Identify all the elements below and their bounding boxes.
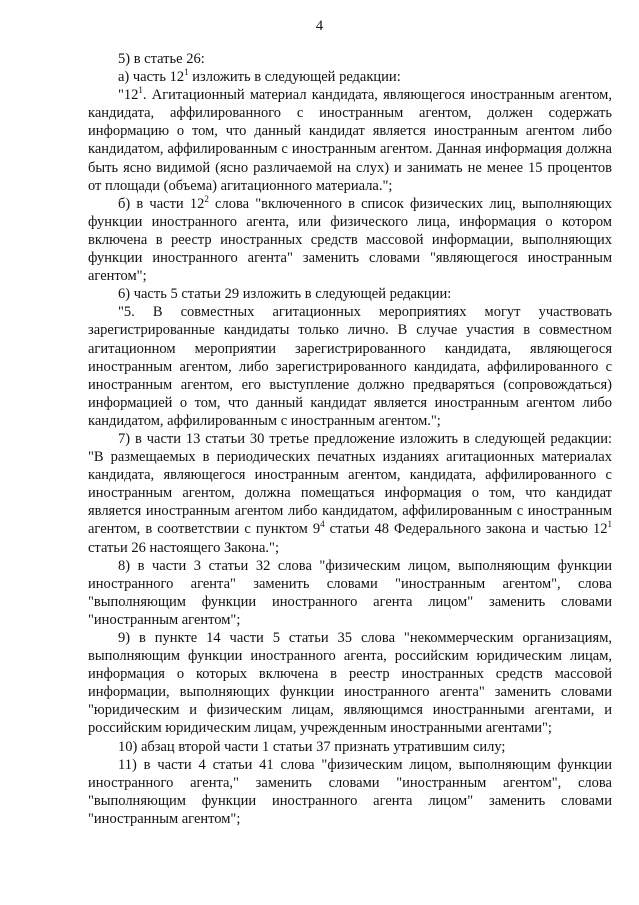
- paragraph: "$12^1$. Агитационный материал кандидата, являющегося иностранным агентом, кандидата, аффилированного с иностранным агентом, должен содержать информацию о том, что данный кандидат является иностранным агентом либо кандидатом, аффилированным с иностранным агентом. Данная информация должна быть ясно видимой (ясно различаемой на слух) и занимать не менее 15 процентов от площади (объема) агитационного материала.";: [88, 85, 612, 194]
- superscript: 2: [204, 193, 209, 204]
- superscript: 1: [607, 519, 612, 530]
- paragraph: 5) в статье 26:: [118, 51, 205, 67]
- paragraph: 7) в части 13 статьи 30 третье предложение изложить в следующей редакции: "В размещаемых в периодических печатных изданиях агитационных материалах кандидата, являющегося иностранным агентом, кандидата, аффилированного с иностранным агентом, должна помещаться информация о том, что кандидат является иностранным агентом либо кандидатом, аффилированным с иностранным агентом, в соответствии с пунктом $9^4$ статьи 48 Федерального закона и частью $12^1$ статьи 26 настоящего Закона.";: [88, 430, 612, 556]
- paragraph: 10) абзац второй части 1 статьи 37 признать утратившим силу;: [118, 738, 506, 755]
- paragraph: 8) в части 3 статьи 32 слова "физическим лицом, выполняющим функции иностранного агента" заменить словами "иностранным агентом", слова "выполняющим функции иностранного агента лицом" заменить словами "иностранным агентом";: [88, 557, 612, 628]
- paragraph: "5. В совместных агитационных мероприятиях могут участвовать зарегистрированные кандидаты только лично. В случае участия в совместном агитационном мероприятии зарегистрированного кандидата, являющегося иностранным агентом, либо зарегистрированного кандидата, аффилированного с иностранным агентом, его выступление должно предваряться (сопровождаться) информацией о том, что данный кандидат является иностранным агентом либо кандидатом, аффилированным с иностранным агентом.";: [88, 304, 612, 429]
- superscript: 1: [138, 85, 143, 96]
- paragraph: б) в части $12^2$ слова "включенного в список физических лиц, выполняющих функции иностранного агента, или физического лица, информация о котором включена в реестр иностранных средств массовой информации, выполняющих функции иностранного агента" заменить словами "являющегося иностранным агентом";: [88, 193, 612, 285]
- superscript: 1: [184, 67, 189, 78]
- paragraph: 9) в пункте 14 части 5 статьи 35 слова "некоммерческим организациям, выполняющим функции иностранного агента, российским юридическим лицам, информация о которых включена в реестр иностранных средств массовой информации, выполняющих функции иностранного агента" заменить словами "юридическим и физическим лицам, являющимся иностранными агентами, и российским юридическим лицам, учрежденным иностранными агентами";: [88, 630, 612, 737]
- page-number: 4: [315, 18, 324, 34]
- document-body: [88, 50, 612, 828]
- superscript: 4: [320, 519, 325, 530]
- paragraph: 11) в части 4 статьи 41 слова "физическим лицом, выполняющим функции иностранного агента," заменить словами "иностранным агентом", слова "выполняющим функции иностранного агента лицом" заменить словами "иностранным агентом";: [88, 756, 612, 827]
- paragraph: а) часть $12^1$ изложить в следующей редакции:: [118, 67, 401, 86]
- paragraph: 6) часть 5 статьи 29 изложить в следующей редакции:: [118, 286, 452, 303]
